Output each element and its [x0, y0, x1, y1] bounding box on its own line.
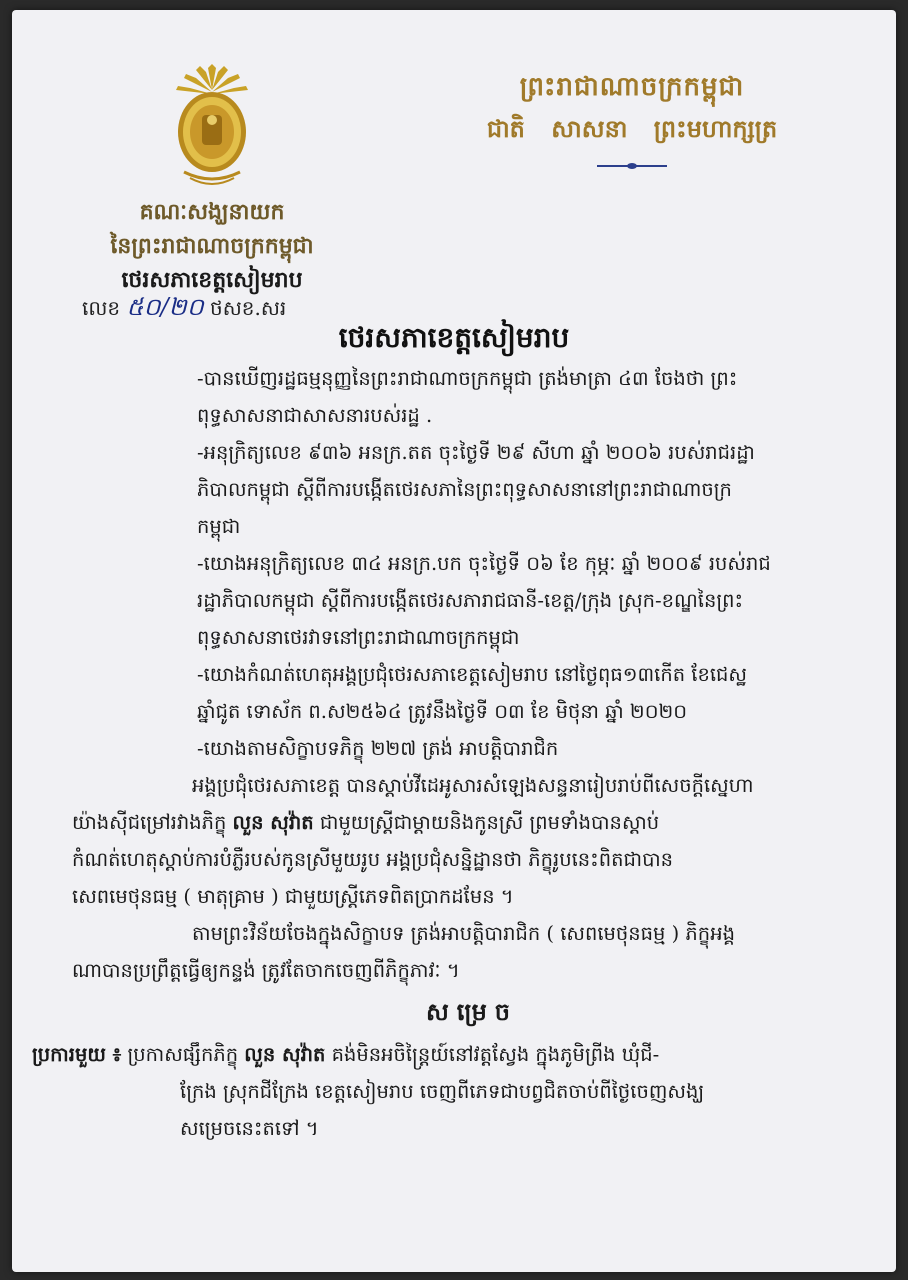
text-line: អង្គប្រជុំថេរសភាខេត្ត បានស្ដាប់វីដេអូសារសំឡេងសន្ទនារៀបរាប់ពីសេចក្ដីស្នេហា: [192, 774, 754, 797]
text-line: ពុទ្ធសាសនាថេរវាទនៅព្រះរាជាណាចក្រកម្ពុជា: [197, 626, 520, 649]
text-line: សម្រេចនេះតទៅ ។: [180, 1117, 319, 1140]
text-fragment: គង់មិនអចិន្ត្រៃយ៍នៅវត្តស្វែង ក្នុងភូមិព្រីង ឃុំជី-: [331, 1043, 660, 1066]
ref-number-handwritten: ៥០/២០: [126, 293, 204, 321]
text-line: ឆ្នាំជូត ទោស័ក ព.ស២៥៦៤ ត្រូវនឹងថ្ងៃទី ០៣ ខែ មិថុនា ឆ្នាំ ២០២០: [197, 700, 688, 723]
royal-seal-emblem: [162, 60, 262, 190]
text-line: រដ្ឋាភិបាលកម្ពុជា ស្ដីពីការបង្កើតថេរសភារាជធានី-ខេត្ត/ក្រុង ស្រុក-ខណ្ឌនៃព្រះ: [197, 589, 744, 612]
kingdom-heading: ព្រះរាជាណាចក្រកម្ពុជា: [519, 72, 745, 102]
text-fragment: ជាមួយស្ត្រីជាម្ដាយនិងកូនស្រី ព្រមទាំងបានស្ដាប់: [319, 811, 660, 834]
vinaya-paragraph: [72, 915, 872, 989]
document-body: [32, 360, 872, 1147]
legal-basis-1: [72, 360, 872, 434]
document-title: ថេរសភាខេត្តសៀមរាប: [338, 321, 570, 354]
issuer-header: [62, 198, 362, 298]
findings-paragraph: [72, 767, 872, 915]
national-motto: ជាតិ សាសនា ព្រះមហាក្សត្រ: [486, 114, 778, 143]
text-line: -បានឃើញរដ្ឋធម្មនុញ្ញនៃព្រះរាជាណាចក្រកម្ពុជា ត្រង់មាត្រា ៤៣ ចែងថា ព្រះ: [197, 367, 738, 390]
article-one: [32, 1036, 872, 1147]
document-page: [12, 10, 896, 1272]
ref-prefix: លេខ: [82, 296, 121, 320]
text-fragment: យ៉ាងស៊ីជម្រៅរវាងភិក្ខុ: [72, 811, 227, 834]
text-line: -អនុក្រិត្យលេខ ៩៣៦ អនក្រ.តត ចុះថ្ងៃទី ២៩ សីហា ឆ្នាំ ២០០៦ របស់រាជរដ្ឋា: [197, 441, 755, 464]
ornament-divider: [597, 163, 667, 169]
province-council-name: ថេរសភាខេត្តសៀមរាប: [121, 267, 303, 293]
committee-of-kingdom: នៃព្រះរាជាណាចក្រកម្ពុជា: [110, 233, 314, 259]
decision-heading: សម្រេច: [425, 997, 519, 1026]
text-line: -យោងកំណត់ហេតុអង្គប្រជុំថេរសភាខេត្តសៀមរាប នៅថ្ងៃពុធ១៣កើត ខែជេស្ឋ: [197, 663, 747, 686]
monk-name: លួន សុវ៉ាត: [232, 811, 314, 834]
text-fragment: ប្រកាសផ្សឹកភិក្ខុ: [127, 1043, 239, 1066]
text-line: -យោងតាមសិក្ខាបទភិក្ខុ ២២៧ ត្រង់ អាបត្តិបារាជិក: [197, 737, 559, 760]
text-line: ភិបាលកម្ពុជា ស្ដីពីការបង្កើតថេរសភានៃព្រះពុទ្ធសាសនានៅព្រះរាជាណាចក្រ: [197, 478, 732, 501]
text-line: -យោងអនុក្រិត្យលេខ ៣៤ អនក្រ.បក ចុះថ្ងៃទី ០៦ ខែ កុម្ភៈ ឆ្នាំ ២០០៩ របស់រាជ: [197, 552, 771, 575]
article-label: ប្រការមួយ ៖: [32, 1043, 122, 1066]
text-line: ក្រែង ស្រុកជីក្រែង ខេត្តសៀមរាប ចេញពីភេទជាបព្វជិតចាប់ពីថ្ងៃចេញសង្ឃ: [180, 1080, 705, 1103]
national-header: [452, 70, 812, 169]
text-line: សេពមេថុនធម្ម ( មាតុគ្រាម ) ជាមួយស្ត្រីភេទពិតប្រាកដមែន ។: [72, 885, 514, 908]
text-line: តាមព្រះវិន័យចែងក្នុងសិក្ខាបទ ត្រង់អាបត្តិបារាជិក ( សេពមេថុនធម្ម ) ភិក្ខុអង្គ: [192, 922, 735, 945]
text-line: ណាបានប្រព្រឹត្តធ្វើឲ្យកន្ទង់ ត្រូវតែចាកចេញពីភិក្ខុភាវៈ ។: [72, 959, 460, 982]
text-line: កម្ពុជា: [197, 515, 241, 538]
legal-basis-5: [72, 730, 872, 767]
text-line: កំណត់ហេតុស្ដាប់ការបំភ្លឺរបស់កូនស្រីមួយរូប អង្គប្រជុំសន្និដ្ឋានថា ភិក្ខុរូបនេះពិតជាបាន: [72, 848, 674, 871]
ref-suffix: ថសខ.សរ: [210, 296, 287, 320]
legal-basis-3: [72, 545, 872, 656]
legal-basis-4: [72, 656, 872, 730]
text-line: ពុទ្ធសាសនាជាសាសនារបស់រដ្ឋ .: [197, 404, 433, 427]
legal-basis-2: [72, 434, 872, 545]
committee-name: គណៈសង្ឃនាយក: [139, 199, 285, 225]
monk-name: លួន សុវ៉ាត: [244, 1043, 326, 1066]
